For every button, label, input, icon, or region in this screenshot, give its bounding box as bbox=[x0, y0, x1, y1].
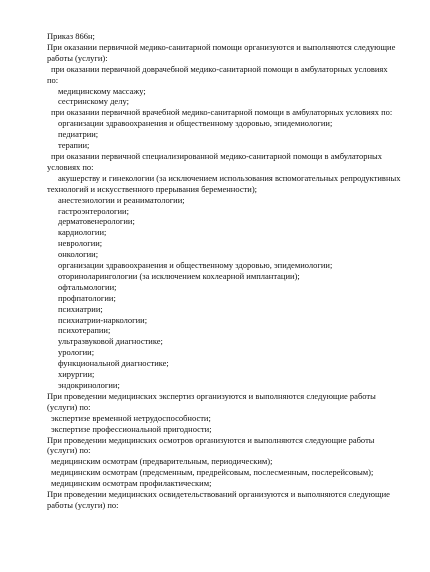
document-line: При проведении медицинских осмотров организуются и выполняются следующие работы bbox=[47, 434, 375, 445]
document-line: по: bbox=[47, 74, 59, 85]
document-line: сестринскому делу; bbox=[58, 96, 129, 107]
document-line: организации здравоохранения и общественному здоровью, эпидемиологии; bbox=[58, 118, 333, 129]
document-line: При оказании первичной медико-санитарной помощи организуются и выполняются следующие bbox=[47, 41, 396, 52]
document-line: педиатрии; bbox=[58, 129, 99, 140]
document-line: дерматовенерологии; bbox=[58, 216, 135, 227]
document-line: работы (услуги): bbox=[47, 52, 108, 63]
document-line: условиях по: bbox=[47, 161, 94, 172]
document-line: онкологии; bbox=[58, 249, 99, 260]
document-body bbox=[47, 31, 419, 511]
document-line: психотерапии; bbox=[58, 325, 111, 336]
document-line: При проведении медицинских экспертиз организуются и выполняются следующие работы bbox=[47, 390, 376, 401]
document-line: ультразвуковой диагностике; bbox=[58, 336, 163, 347]
document-line: функциональной диагностике; bbox=[58, 358, 169, 369]
document-line: работы (услуги) по: bbox=[47, 499, 119, 510]
document-line: медицинским осмотрам (предварительным, периодическим); bbox=[51, 456, 273, 467]
document-line: неврологии; bbox=[58, 238, 103, 249]
document-line: гастроэнтерологии; bbox=[58, 205, 129, 216]
document-line: при оказании первичной врачебной медико-санитарной помощи в амбулаторных условиях по: bbox=[51, 107, 393, 118]
document-line: медицинским осмотрам профилактическим; bbox=[51, 478, 212, 489]
document-line: При проведении медицинских освидетельствований организуются и выполняются следующие bbox=[47, 489, 390, 500]
document-line: офтальмологии; bbox=[58, 281, 117, 292]
document-line: при оказании первичной доврачебной медико-санитарной помощи в амбулаторных условиях bbox=[51, 63, 388, 74]
document-line: экспертизе профессиональной пригодности; bbox=[51, 423, 212, 434]
document-line: оториноларингологии (за исключением кохлеарной имплантации); bbox=[58, 270, 300, 281]
document-line: эндокринологии; bbox=[58, 380, 120, 390]
document-line: организации здравоохранения и общественному здоровью, эпидемиологии; bbox=[58, 260, 333, 271]
document-line: профпатологии; bbox=[58, 292, 116, 303]
document-line: Приказ 866н; bbox=[47, 31, 95, 41]
document-line: хирургии; bbox=[58, 369, 95, 380]
document-line: (услуги) по: bbox=[47, 445, 91, 456]
document-line: технологий и искусственного прерывания беременности); bbox=[47, 183, 258, 194]
document-line: экспертизе временной нетрудоспособности; bbox=[51, 412, 211, 423]
document-line: психиатрии-наркологии; bbox=[58, 314, 148, 325]
document-line: урологии; bbox=[58, 347, 95, 358]
document-line: медицинскому массажу; bbox=[58, 85, 146, 96]
document-line: кардиологии; bbox=[58, 227, 107, 238]
document-line: при оказании первичной специализированной медико-санитарной помощи в амбулаторных bbox=[51, 150, 383, 161]
document-line: медицинским осмотрам (предсменным, предрейсовым, послесменным, послерейсовым); bbox=[51, 467, 374, 478]
document-line: психиатрии; bbox=[58, 303, 103, 314]
document-line: (услуги) по: bbox=[47, 401, 91, 412]
document-line: терапии; bbox=[58, 140, 90, 151]
document-line: акушерству и гинекологии (за исключением использования вспомогательных репродуктивных bbox=[58, 172, 401, 183]
document-line: анестезиологии и реаниматологии; bbox=[58, 194, 185, 205]
